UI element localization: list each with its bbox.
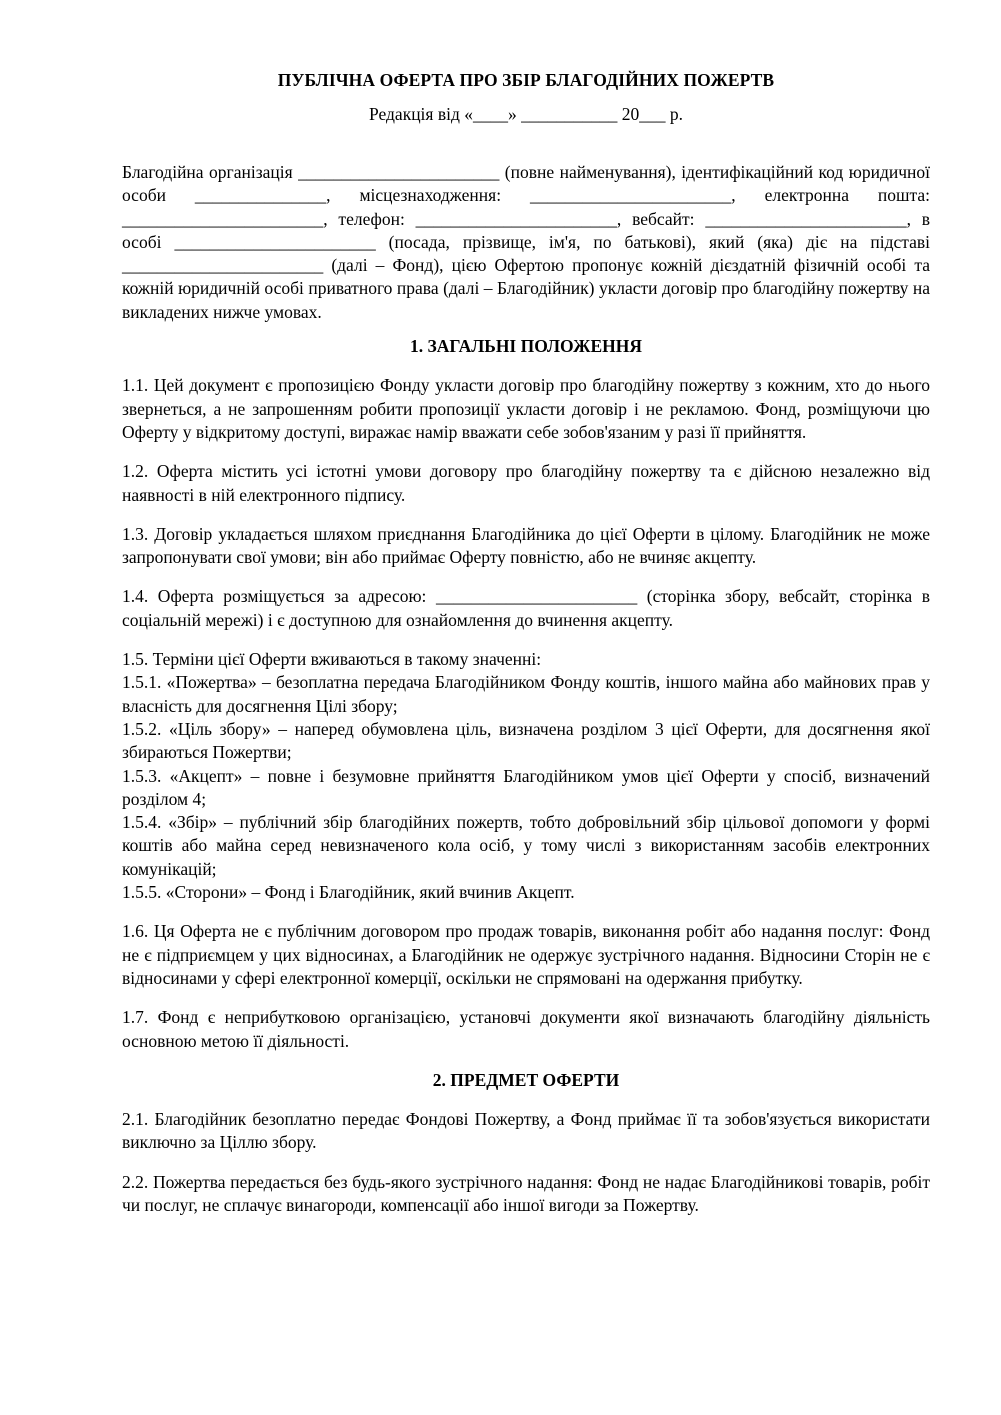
- document-title: ПУБЛІЧНА ОФЕРТА ПРО ЗБІР БЛАГОДІЙНИХ ПОЖЕРТВ: [277, 70, 775, 90]
- clause-1-1: 1.1. Цей документ є пропозицією Фонду укласти договір про благодійну пожертву з кожним, хто до нього звернеться, а не запрошенням робити пропозиції укласти договір і не рекламою. Фонд, розміщуючи цю Оферту у відкритому доступі, виражає намір вважати себе зобов'язаним у разі її прийняття.: [122, 375, 930, 442]
- clause-1-5-1: 1.5.1. «Пожертва» – безоплатна передача Благодійником Фонду коштів, іншого майна або майнових прав у власність для досягнення Цілі збору;: [122, 672, 930, 716]
- clause-1-2: 1.2. Оферта містить усі істотні умови договору про благодійну пожертву та є дійсною незалежно від наявності в ній електронного підпису.: [122, 461, 930, 505]
- clause-1-3: 1.3. Договір укладається шляхом приєднання Благодійника до цієї Оферти в цілому. Благодійник не може запропонувати свої умови; він або приймає Оферту повністю, або не вчиняє акцепту.: [122, 523, 930, 568]
- clause-1-6: 1.6. Ця Оферта не є публічним договором про продаж товарів, виконання робіт або надання послуг: Фонд не є підприємцем у цих відносинах, а Благодійник не одержує зустрічного надання. Відносини Сторін не є відносинами у сфері електронної комерції, оскільки не спрямовані на одержання прибутку.: [122, 921, 930, 988]
- clause-1-5-4: 1.5.4. «Збір» – публічний збір благодійних пожертв, тобто добровільний збір цільової допомоги у формі коштів або майна серед невизначеного кола осіб, у тому числі з використанням засобів електронних комунікацій;: [122, 812, 930, 879]
- clause-2-1: 2.1. Благодійник безоплатно передає Фондові Пожертву, а Фонд приймає її та зобов'язується використати виключно за Ціллю збору.: [122, 1109, 930, 1153]
- clause-1-4: 1.4. Оферта розміщується за адресою: _______________________ (сторінка збору, вебсайт, сторінка в соціальній мережі) і є доступною для ознайомлення до вчинення акцепту.: [122, 586, 930, 630]
- section-2-heading: 2. ПРЕДМЕТ ОФЕРТИ: [432, 1069, 620, 1090]
- revision-line: Редакція від «____» ___________ 20___ р.: [368, 104, 684, 124]
- document-body: [122, 68, 930, 1217]
- clause-1-7: 1.7. Фонд є неприбутковою організацією, установчі документи якої визначають благодійну діяльність основною метою її діяльності.: [122, 1007, 930, 1051]
- clause-2-2: 2.2. Пожертва передається без будь-якого зустрічного надання: Фонд не надає Благодійникові товарів, робіт чи послуг, не сплачує винагороди, компенсації або іншої вигоди за Пожертву.: [122, 1171, 930, 1215]
- clause-1-5-2: 1.5.2. «Ціль збору» – наперед обумовлена ціль, визначена розділом 3 цієї Оферти, для досягнення якої збираються Пожертви;: [122, 718, 930, 763]
- intro-paragraph: Благодійна організація _______________________ (повне найменування), ідентифікаційний код юридичної особи _______________, місцезнаходження: _______________________, електронна пошта: _______________________, телефон: _______________________, вебсайт: _______________________, в особі _______________________ (посада, прізвище, ім'я, по батькові), який (яка) діє на підставі _______________________ (далі – Фонд), цією Офертою пропонує кожній дієздатній фізичній особі та кожній юридичній особі приватного права (далі – Благодійник) укласти договір про благодійну пожертву на викладених нижче умовах.: [122, 162, 930, 322]
- section-1-heading: 1. ЗАГАЛЬНІ ПОЛОЖЕННЯ: [409, 336, 643, 357]
- clause-1-5-3: 1.5.3. «Акцепт» – повне і безумовне прийняття Благодійником умов цієї Оферти у спосіб, визначений розділом 4;: [122, 765, 930, 809]
- clause-1-5: 1.5. Терміни цієї Оферти вживаються в такому значенні:: [122, 649, 542, 670]
- clause-1-5-5: 1.5.5. «Сторони» – Фонд і Благодійник, який вчинив Акцепт.: [122, 882, 575, 903]
